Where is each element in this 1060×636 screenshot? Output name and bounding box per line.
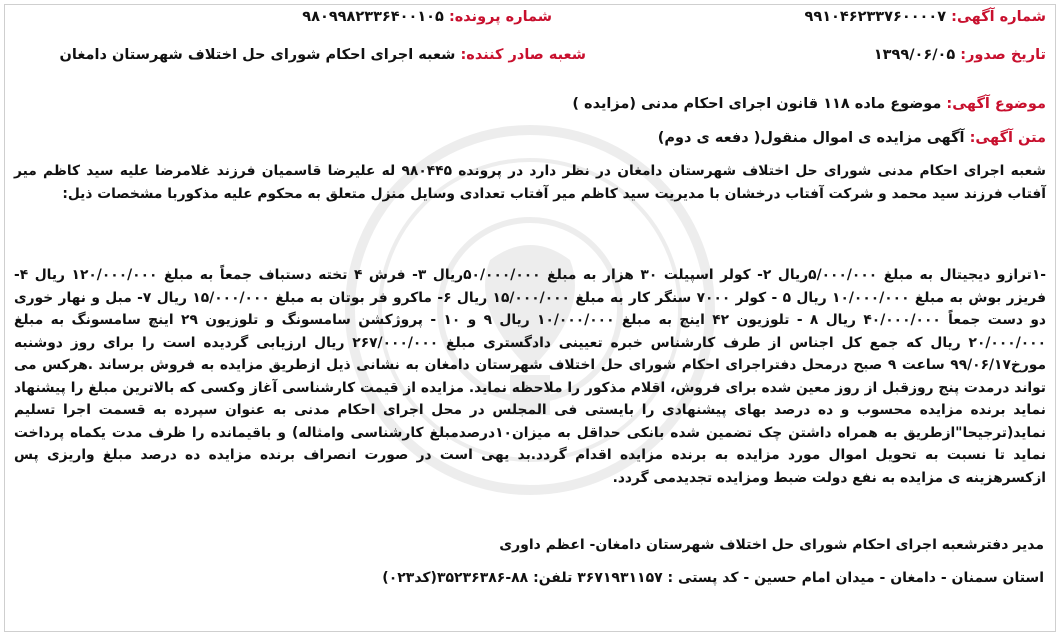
- ad-number: [805, 9, 1047, 25]
- text-heading: [658, 130, 1046, 146]
- ad-number-label: شماره آگهی:: [951, 9, 1046, 25]
- issue-date-label: تاریخ صدور:: [960, 47, 1046, 63]
- ad-number-value: ۹۹۱۰۴۶۲۳۳۷۶۰۰۰۰۷: [804, 9, 947, 25]
- items-paragraph: -۱ترازو دیجیتال به مبلغ ۵/۰۰۰/۰۰۰ریال ۲- کولر اسپیلت ۳۰ هزار به مبلغ ۵۰/۰۰۰/۰۰۰ریال ۳- فرش ۴ تخته دستباف جمعاً به مبلغ ۱۲۰/۰۰۰/۰۰۰ ریال ۴- فریزر بوش به مبلغ ۱۰/۰۰۰/۰۰۰ ریال ۵ - کولر ۷۰۰۰ سنگر کار به مبلغ ۱۵/۰۰۰/۰۰۰ ریال ۶- ماکرو فر بوتان به مبلغ ۱۵/۰۰۰/۰۰۰ ریال ۷- مبل و نهار خوری دو دست جمعاً ۴۰/۰۰۰/۰۰۰ ریال ۸ - تلوزیون ۴۲ اینچ به مبلغ ۱۰/۰۰۰/۰۰۰ ریال ۹ و ۱۰ - پروژکشن سامسونگ و تلوزیون ۲۹ اینچ سامسونگ به مبلغ ۲۰/۰۰۰/۰۰۰ ریال که جمع کل اجناس از طرف کارشناس خبره تعیینی دادگستری مبلغ ۲۶۷/۰۰۰/۰۰۰ ریال ارزیابی گردیده است را برای روز دوشنبه مورخ۹۹/۰۶/۱۷ ساعت ۹ صبح درمحل دفتراجرای احکام شورای حل اختلاف شهرستان دامغان به نشانی ذیل ازطریق مزایده به فروش برساند .هرکس می تواند درمدت پنج روزقبل از روز معین شده برای فروش، اقلام مذکور را ملاحظه نماید. مزایده از قیمت کارشناسی آغاز وکسی که بالاترین مبلغ را پیشنهاد نماید برنده مزایده محسوب و ده درصد بهای پیشنهادی را بایستی فی المجلس در محل اجرای احکام مدنی به عنوان سپرده به قسمت اجرا تسلیم نماید(ترجیحا"ازطریق به همراه داشتن چک تضمین شده بانکی حداقل به میزان۱۰درصدمبلغ کارشناسی وامثاله) و باقیمانده را ظرف مدت یکماه پرداخت نماید تا نسبت به تحویل اموال مورد مزایده به برنده مزایده اقدام گردد.بد یهی است در صورت انصراف برنده مزایده ده درصد مبلغ واریزی پس ازکسرهزینه ی مزایده به نفع دولت ضبط ومزایده تجدیدمی گردد.: [14, 267, 1047, 486]
- signature-line: مدیر دفترشعبه اجرای احکام شورای حل اختلاف شهرستان دامغان- اعظم داوری: [499, 537, 1044, 553]
- issue-date: [874, 47, 1046, 63]
- text-heading-value: آگهی مزایده ی اموال منقول( دفعه ی دوم): [657, 130, 965, 146]
- subject-label: موضوع آگهی:: [946, 96, 1046, 112]
- subject: [572, 96, 1046, 112]
- text-heading-label: متن آگهی:: [969, 130, 1046, 146]
- subject-value: موضوع ماده ۱۱۸ قانون اجرای احکام مدنی (مزایده ): [572, 96, 942, 112]
- address-line: استان سمنان - دامغان - میدان امام حسین - کد پستی : ۳۶۷۱۹۳۱۱۵۷ تلفن: ۸۸-۳۵۲۳۶۳۸۶(کد۰۲۳): [382, 570, 1044, 586]
- issuer-branch-label: شعبه صادر کننده:: [460, 47, 586, 63]
- file-number-label: شماره پرونده:: [448, 9, 552, 25]
- issuer-branch: [60, 47, 586, 63]
- issuer-branch-value: شعبه اجرای احکام شورای حل اختلاف شهرستان دامغان: [59, 47, 456, 63]
- file-number-value: ۹۸۰۹۹۸۲۳۳۶۴۰۰۱۰۵: [302, 9, 444, 25]
- issue-date-value: ۱۳۹۹/۰۶/۰۵: [873, 47, 956, 63]
- file-number: [302, 9, 552, 25]
- intro-paragraph: شعبه اجرای احکام مدنی شورای حل اختلاف شهرستان دامغان در نظر دارد در پرونده ۹۸۰۴۴۵ له علیرضا قاسمیان فرزند غلامرضا علیه سید کاظم میر آفتاب فرزند سید محمد و شرکت آفتاب درخشان با مدیریت سید کاظم میر آفتاب تعدادی وسایل منزل متعلق به محکوم علیه مذکوربا مشخصات ذیل:: [14, 163, 1046, 202]
